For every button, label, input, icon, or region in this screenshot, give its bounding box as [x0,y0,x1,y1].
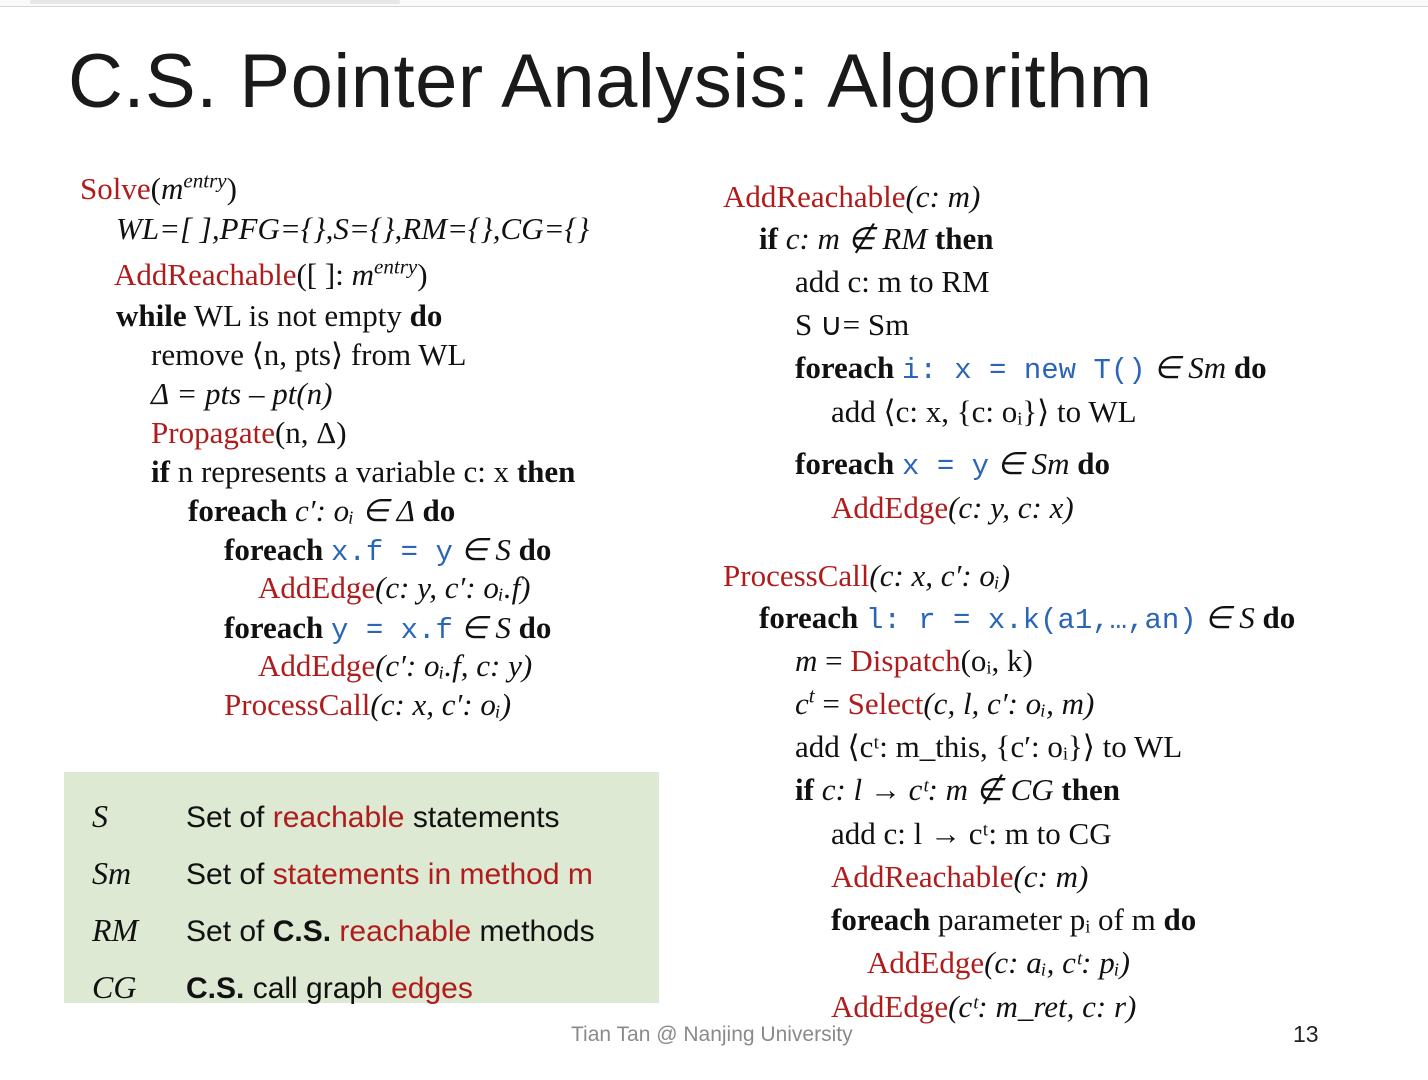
add-to-rm: add c: m to RM [795,264,990,299]
foreach-store: foreach x.f = y ∈ S do [224,532,552,569]
legend-symbol: CG [92,969,137,1005]
legend-row-sm [64,845,659,901]
foreach-load: foreach y = x.f ∈ S do [224,610,552,647]
legend-row-cg [64,959,659,1015]
add-to-cg: add c: l → cᵗ: m to CG [831,816,1112,851]
add-this-to-wl: add ⟨cᵗ: m_this, {c′: oᵢ}⟩ to WL [795,729,1183,764]
legend-description: Set of statements in method m [186,858,593,891]
add-reachable-signature: AddReachable(c: m) [723,179,981,214]
foreach-new: foreach i: x = new T() ∈ Sm do [795,350,1267,387]
process-call-line: ProcessCall(c: x, c′: oᵢ) [224,687,512,722]
if-not-in-cg: if c: l → cᵗ: m ∉ CG then [795,772,1120,807]
foreach-parameter: foreach parameter pᵢ of m do [831,902,1197,937]
legend-row-s [64,788,659,844]
foreach-call: foreach l: r = x.k(a1,…,an) ∈ S do [759,600,1296,637]
add-edge-param: AddEdge(c: aᵢ, cᵗ: pᵢ) [867,945,1130,980]
legend-symbol: S [92,798,108,834]
legend-description: C.S. call graph edges [186,972,473,1005]
page-number: 13 [1293,1021,1319,1047]
slide-title: C.S. Pointer Analysis: Algorithm [68,39,1153,124]
add-edge-assign: AddEdge(c: y, c: x) [831,490,1074,525]
top-bar-tab [30,0,400,4]
dispatch-line: m = Dispatch(oᵢ, k) [795,643,1033,678]
legend-row-rm [64,902,659,958]
legend-symbol: Sm [92,855,132,891]
delta-line: Δ = pts – pt(n) [151,376,333,411]
add-edge-return: AddEdge(cᵗ: m_ret, c: r) [831,989,1137,1024]
footer-credit: Tian Tan @ Nanjing University [571,1023,853,1046]
solve-add-reachable: AddReachable([ ]: $m^{entry}$) [114,254,428,292]
select-line: $c^t$ = Select(c, l, c′: oᵢ, m) [795,683,1095,721]
add-edge-store: AddEdge(c: y, c′: oᵢ.f) [258,570,531,605]
foreach-assign: foreach x = y ∈ Sm do [795,446,1110,483]
add-edge-load: AddEdge(c′: oᵢ.f, c: y) [258,648,533,683]
while-loop: while WL is not empty do [116,298,443,333]
s-union: S ∪= Sm [795,307,910,342]
add-reachable-call: AddReachable(c: m) [831,859,1089,894]
window-top-bar [0,0,1428,7]
solve-name: Solve [80,171,151,206]
add-to-wl: add ⟨c: x, {c: oᵢ}⟩ to WL [831,394,1137,429]
foreach-delta: foreach c′: oᵢ ∈ Δ do [188,493,456,528]
process-call-signature: ProcessCall(c: x, c′: oᵢ) [723,558,1011,593]
if-not-in-rm: if c: m ∉ RM then [759,221,994,256]
propagate-line: Propagate(n, Δ) [151,415,347,450]
legend-symbol: RM [92,912,139,948]
remove-from-wl: remove ⟨n, pts⟩ from WL [151,337,467,372]
solve-signature: $Solve(m^{entry})$ [80,168,237,206]
if-variable: if n represents a variable c: x then [151,454,576,489]
notation-legend [64,772,659,1003]
legend-description: Set of reachable statements [186,801,560,834]
legend-description: Set of C.S. reachable methods [186,915,595,948]
solve-init: WL=[ ],PFG={},S={},RM={},CG={} [116,211,590,246]
